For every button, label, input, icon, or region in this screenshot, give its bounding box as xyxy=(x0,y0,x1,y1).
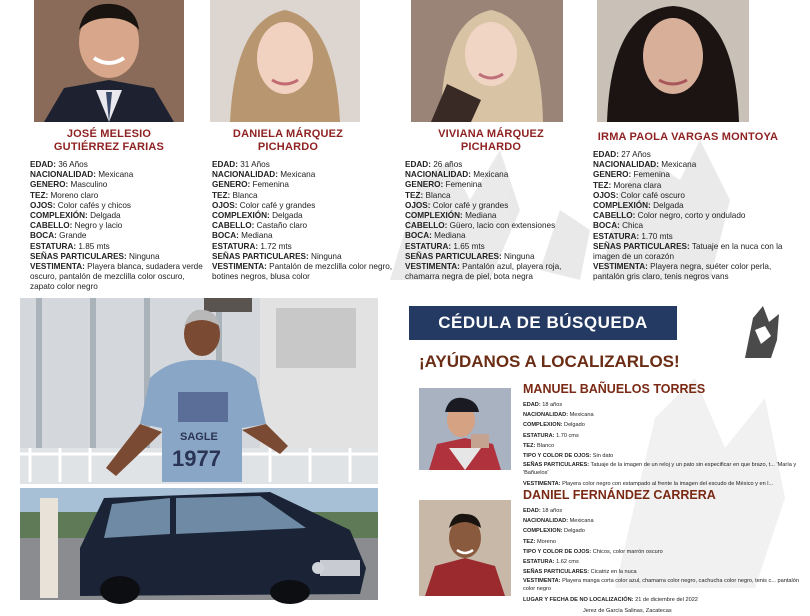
person-details xyxy=(30,160,210,293)
detail-row: TEZ: Morena clara xyxy=(593,180,662,190)
person-photo xyxy=(34,0,184,122)
detail-row: EDAD: 36 Años xyxy=(30,160,88,169)
man-portrait-icon xyxy=(34,0,184,122)
photo-collage xyxy=(20,298,378,600)
detail-row: EDAD: 18 años xyxy=(523,402,563,408)
person-card-viviana xyxy=(403,0,593,282)
detail-row: BOCA: Chica xyxy=(593,221,644,231)
detail-row: SEÑAS PARTICULARES: Ninguna xyxy=(212,251,342,261)
cedula-title: CÉDULA DE BÚSQUEDA xyxy=(409,306,677,340)
person-details xyxy=(405,160,593,282)
detail-row: GENERO: Femenina xyxy=(593,170,670,180)
person-name: JOSÉ MELESIO GUTIÉRREZ FARIAS xyxy=(53,128,165,153)
person-card-daniela xyxy=(208,0,398,282)
detail-row: COMPLEXIÓN: Mediana xyxy=(405,211,497,221)
detail-row: VESTIMENTA: Playera color negro con estampado al frente la imagen del escudo de México y en l... xyxy=(523,481,774,488)
detail-row: TEZ: Moreno xyxy=(523,538,556,545)
person-card-jose xyxy=(20,0,210,293)
detail-row: GENERO: Femenina xyxy=(212,180,289,190)
person-photo xyxy=(411,0,563,122)
shirt-print-year: 1977 xyxy=(172,446,221,471)
detail-row: ESTATURA: 1.72 mts xyxy=(212,241,292,251)
person-photo xyxy=(210,0,360,122)
detail-row: EDAD: 27 Años xyxy=(593,150,651,159)
detail-row: TEZ: Blanca xyxy=(405,190,451,200)
detail-row: ESTATURA: 1.85 mts xyxy=(30,241,110,251)
detail-row: GENERO: Masculino xyxy=(30,180,108,190)
detail-row: NACIONALIDAD: Mexicana xyxy=(593,160,697,170)
case-photo xyxy=(419,388,511,470)
person-details xyxy=(212,160,398,282)
young-man-portrait-icon xyxy=(419,500,511,596)
detail-row: VESTIMENTA: Pantalón de mezclilla color negro, botines negros, blusa color xyxy=(212,262,393,282)
detail-row: TEZ: Blanco xyxy=(523,442,555,449)
person-photo xyxy=(597,0,749,122)
woman-portrait-icon xyxy=(597,0,749,122)
cedula-panel xyxy=(405,298,800,614)
detail-row: BOCA: Mediana xyxy=(405,231,466,241)
detail-row: OJOS: Color café y grandes xyxy=(405,200,509,210)
case-photo xyxy=(419,500,511,596)
detail-row: VESTIMENTA: Playera blanca, sudadera verde oscuro, pantalón de mezclilla color oscuro, zapato color negro xyxy=(30,262,203,292)
detail-row: OJOS: Color café oscuro xyxy=(593,190,685,200)
detail-row: BOCA: Grande xyxy=(30,231,87,241)
detail-row: ESTATURA: 1.70 cms xyxy=(523,432,579,439)
detail-row: COMPLEXION: Delgado xyxy=(523,528,585,535)
case-details xyxy=(523,400,799,489)
detail-row: SEÑAS PARTICULARES: Cicatriz en la nuca xyxy=(523,569,637,576)
detail-row: TEZ: Blanca xyxy=(212,190,258,200)
detail-row: Jerez de García Salinas, Zacatecas xyxy=(583,607,672,614)
detail-row: SEÑAS PARTICULARES: Tatuaje en la nuca con la imagen de un corazón xyxy=(593,241,783,262)
detail-row: TIPO Y COLOR DE OJOS: Chicos, color marrón oscuro xyxy=(523,548,663,555)
case-details xyxy=(523,506,799,616)
detail-row: TIPO Y COLOR DE OJOS: Sin dato xyxy=(523,453,614,460)
young-man-portrait-icon xyxy=(419,388,511,470)
detail-row: CABELLO: Güero, lacio con extensiones xyxy=(405,221,556,231)
detail-row: ESTATURA: 1.70 mts xyxy=(593,231,673,241)
case-name: MANUEL BAÑUELOS TORRES xyxy=(523,382,706,396)
person-name: DANIELA MÁRQUEZ PICHARDO xyxy=(232,128,344,153)
woman-portrait-icon xyxy=(210,0,360,122)
detail-row: TEZ: Moreno claro xyxy=(30,190,99,200)
case-name: DANIEL FERNÁNDEZ CARRERA xyxy=(523,488,716,502)
detail-row: NACIONALIDAD: Mexicana xyxy=(523,412,594,419)
detail-row: EDAD: 18 años xyxy=(523,508,563,514)
person-name: IRMA PAOLA VARGAS MONTOYA xyxy=(597,131,779,143)
detail-row: COMPLEXIÓN: Delgada xyxy=(593,201,684,211)
detail-row: EDAD: 31 Años xyxy=(212,160,270,169)
detail-row: NACIONALIDAD: Mexicana xyxy=(405,170,509,180)
person-card-irma xyxy=(593,0,793,283)
detail-row: CABELLO: Color negro, corto y ondulado xyxy=(593,211,746,221)
woman-portrait-icon xyxy=(411,0,563,122)
person-name: VIVIANA MÁRQUEZ PICHARDO xyxy=(438,128,544,153)
detail-row: ESTATURA: 1.65 mts xyxy=(405,241,485,251)
detail-row: VESTIMENTA: Pantalón azul, playera roja, chamarra negra de piel, bota negra xyxy=(405,262,562,282)
detail-row: SEÑAS PARTICULARES: Tatuaje de la imagen de un reloj y un pato sin especificar en que brazo, t... 'María y 'Bañuelos' xyxy=(523,462,797,477)
detail-row: GENERO: Femenina xyxy=(405,180,482,190)
detail-row: SEÑAS PARTICULARES: Ninguna xyxy=(30,251,160,261)
detail-row: NACIONALIDAD: Mexicana xyxy=(523,518,594,525)
man-and-truck-photo xyxy=(20,298,378,600)
detail-row: BOCA: Mediana xyxy=(212,231,273,241)
detail-row: COMPLEXIÓN: Delgada xyxy=(212,211,303,221)
cedula-subtitle: ¡AYÚDANOS A LOCALIZARLOS! xyxy=(419,352,680,371)
detail-row: CABELLO: Castaño claro xyxy=(212,221,308,231)
shirt-print-text: SAGLE xyxy=(180,431,218,443)
detail-row: COMPLEXIÓN: Delgada xyxy=(30,211,121,221)
detail-row: ESTATURA: 1.62 cms xyxy=(523,559,579,566)
detail-row: LUGAR Y FECHA DE NO LOCALIZACIÓN: 21 de diciembre del 2022 xyxy=(523,597,698,604)
person-details xyxy=(593,150,788,283)
detail-row: COMPLEXION: Delgado xyxy=(523,422,585,429)
detail-row: NACIONALIDAD: Mexicana xyxy=(212,170,316,180)
detail-row: VESTIMENTA: Playera manga corta color azul, chamarra color negro, cachucha color negro, tenis c... pantalón color negro xyxy=(523,578,799,593)
detail-row: OJOS: Color café y grandes xyxy=(212,200,316,210)
detail-row: NACIONALIDAD: Mexicana xyxy=(30,170,134,180)
detail-row: VESTIMENTA: Playera negra, suéter color perla, pantalón gris claro, tenis negros vans xyxy=(593,262,772,282)
detail-row: SEÑAS PARTICULARES: Ninguna xyxy=(405,251,535,261)
detail-row: OJOS: Color cafés y chicos xyxy=(30,200,132,210)
detail-row: EDAD: 26 años xyxy=(405,160,463,169)
fiscalia-logo xyxy=(741,300,783,362)
detail-row: CABELLO: Negro y lacio xyxy=(30,221,123,231)
